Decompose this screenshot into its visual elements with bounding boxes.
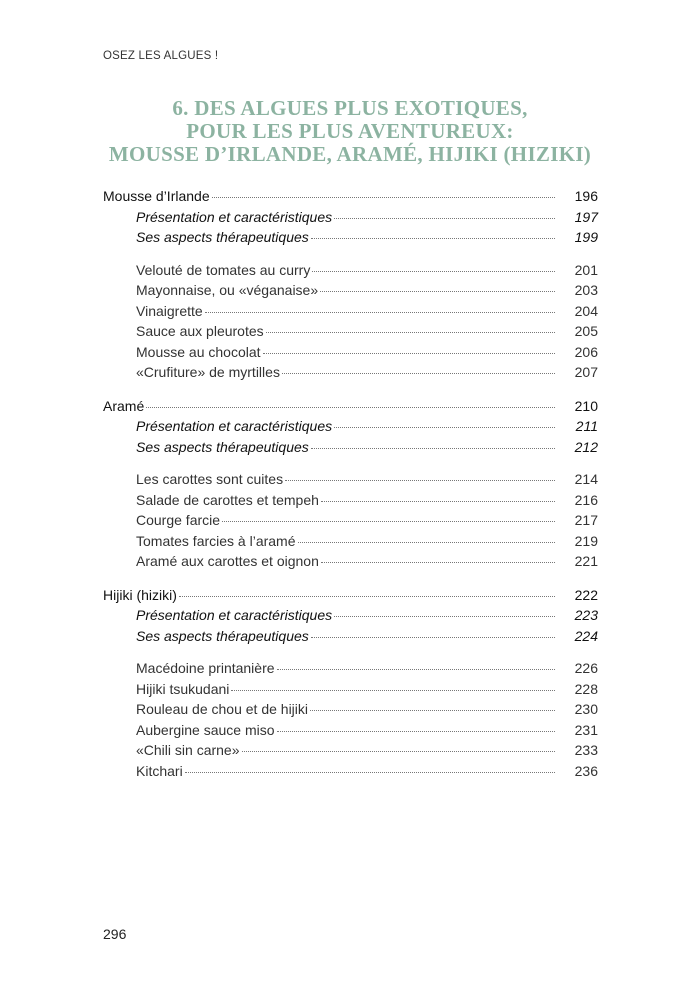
- toc-recipe[interactable]: [103, 262, 598, 283]
- toc-recipe[interactable]: [103, 323, 598, 344]
- toc-entry-label: Ses aspects thérapeutiques: [136, 627, 309, 644]
- dot-leader: [277, 669, 555, 670]
- toc-entry-page: 203: [574, 282, 598, 298]
- dot-leader: [277, 731, 555, 732]
- dot-leader: [298, 542, 555, 543]
- toc-recipe[interactable]: [103, 722, 598, 743]
- dot-leader: [334, 616, 555, 617]
- toc-entry-label: Aramé: [103, 397, 145, 414]
- toc-entry-label: Mousse d’Irlande: [103, 188, 210, 204]
- toc-entry-page: 221: [574, 553, 598, 569]
- spacer: [103, 250, 598, 262]
- toc-recipe[interactable]: [103, 282, 598, 303]
- toc-section-arame: [103, 398, 598, 574]
- toc-entry-page: 233: [574, 742, 598, 758]
- toc-entry-label: Salade de carottes et tempeh: [136, 491, 319, 508]
- dot-leader: [320, 291, 555, 292]
- toc-entry-page: 204: [574, 302, 598, 319]
- toc-entry-page: 226: [574, 660, 598, 676]
- toc-entry-page: 217: [574, 512, 598, 528]
- toc-entry-label: Sauce aux pleurotes: [136, 323, 264, 339]
- toc-entry-label: «Chili sin carne»: [136, 742, 240, 758]
- toc-entry-label: Présentation et caractéristiques: [136, 208, 333, 225]
- toc-subentry[interactable]: [103, 607, 598, 628]
- toc-heading[interactable]: [103, 398, 598, 419]
- toc-entry-page: 206: [574, 343, 598, 360]
- dot-leader: [205, 312, 555, 313]
- dot-leader: [282, 373, 555, 374]
- toc-entry-page: 205: [574, 323, 598, 339]
- running-head: OSEZ LES ALGUES !: [103, 50, 219, 62]
- dot-leader: [212, 197, 555, 198]
- spacer: [103, 459, 598, 471]
- dot-leader: [312, 271, 555, 272]
- toc-recipe[interactable]: [103, 364, 598, 385]
- toc-recipe[interactable]: [103, 681, 598, 702]
- toc-entry-page: 219: [574, 532, 598, 549]
- chapter-title-line-1: 6. DES ALGUES PLUS EXOTIQUES,: [172, 96, 528, 120]
- spacer: [103, 648, 598, 660]
- toc-entry-page: 211: [575, 418, 598, 434]
- dot-leader: [146, 407, 555, 408]
- dot-leader: [321, 562, 555, 563]
- toc-entry-page: 201: [574, 261, 598, 278]
- toc-recipe[interactable]: [103, 471, 598, 492]
- toc-entry-label: Kitchari: [136, 762, 183, 779]
- toc-entry-page: 222: [574, 586, 598, 603]
- chapter-title: [60, 97, 640, 166]
- toc-entry-label: Présentation et caractéristiques: [136, 607, 333, 623]
- toc-entry-label: Rouleau de chou et de hijiki: [136, 701, 309, 717]
- dot-leader: [266, 332, 555, 333]
- toc-recipe[interactable]: [103, 303, 598, 324]
- toc-entry-page: 199: [574, 229, 598, 245]
- toc-entry-page: 196: [574, 188, 598, 204]
- toc-recipe[interactable]: [103, 660, 598, 681]
- toc-entry-page: 223: [574, 607, 598, 623]
- dot-leader: [285, 480, 555, 481]
- dot-leader: [334, 427, 555, 428]
- toc-entry-page: 231: [574, 721, 598, 738]
- dot-leader: [222, 521, 555, 522]
- toc-entry-label: Vinaigrette: [136, 302, 203, 319]
- toc-entry-label: «Crufiture» de myrtilles: [136, 364, 280, 380]
- toc-entry-label: Velouté de tomates au curry: [136, 261, 311, 278]
- toc-entry-page: 224: [574, 627, 598, 644]
- toc-entry-label: Ses aspects thérapeutiques: [136, 229, 309, 245]
- toc-entry-label: Mayonnaise, ou «véganaise»: [136, 282, 319, 298]
- dot-leader: [321, 501, 555, 502]
- toc-entry-label: Aramé aux carottes et oignon: [136, 553, 319, 569]
- toc-entry-label: Présentation et caractéristiques: [136, 418, 333, 434]
- toc-recipe[interactable]: [103, 512, 598, 533]
- toc-recipe[interactable]: [103, 763, 598, 784]
- toc-subentry[interactable]: [103, 229, 598, 250]
- toc-entry-label: Aubergine sauce miso: [136, 721, 275, 738]
- dot-leader: [311, 637, 555, 638]
- toc-entry-page: 214: [574, 471, 598, 487]
- toc-entry-page: 230: [574, 701, 598, 717]
- toc-recipe[interactable]: [103, 553, 598, 574]
- toc-subentry[interactable]: [103, 209, 598, 230]
- toc-entry-label: Hijiki tsukudani: [136, 680, 230, 697]
- toc-entry-page: 228: [574, 680, 598, 697]
- table-of-contents: [103, 188, 598, 796]
- toc-recipe[interactable]: [103, 701, 598, 722]
- dot-leader: [231, 690, 555, 691]
- chapter-title-line-2: POUR LES PLUS AVENTUREUX:: [186, 119, 514, 143]
- toc-entry-page: 216: [574, 491, 598, 508]
- toc-recipe[interactable]: [103, 344, 598, 365]
- toc-entry-page: 236: [574, 762, 598, 779]
- toc-entry-page: 197: [574, 208, 598, 225]
- dot-leader: [311, 238, 555, 239]
- toc-subentry[interactable]: [103, 628, 598, 649]
- page-number: 296: [103, 926, 127, 942]
- toc-recipe[interactable]: [103, 533, 598, 554]
- toc-entry-page: 210: [574, 397, 598, 414]
- toc-subentry[interactable]: [103, 439, 598, 460]
- toc-subentry[interactable]: [103, 418, 598, 439]
- dot-leader: [334, 218, 555, 219]
- dot-leader: [242, 751, 556, 752]
- dot-leader: [179, 596, 555, 597]
- toc-recipe[interactable]: [103, 492, 598, 513]
- toc-section-mousse-irlande: [103, 188, 598, 385]
- toc-entry-label: Les carottes sont cuites: [136, 471, 284, 487]
- chapter-title-line-3: MOUSSE D’IRLANDE, ARAMÉ, HIJIKI (HIZIKI): [108, 142, 592, 166]
- toc-entry-label: Mousse au chocolat: [136, 343, 261, 360]
- toc-heading[interactable]: [103, 587, 598, 608]
- toc-section-hijiki: [103, 587, 598, 784]
- toc-entry-label: Tomates farcies à l’aramé: [136, 532, 296, 549]
- toc-entry-label: Courge farcie: [136, 512, 221, 528]
- toc-heading[interactable]: [103, 188, 598, 209]
- dot-leader: [311, 448, 555, 449]
- toc-entry-label: Hijiki (hiziki): [103, 586, 177, 603]
- toc-recipe[interactable]: [103, 742, 598, 763]
- toc-entry-label: Macédoine printanière: [136, 660, 275, 676]
- dot-leader: [185, 772, 555, 773]
- dot-leader: [263, 353, 555, 354]
- toc-entry-page: 207: [574, 364, 598, 380]
- toc-entry-label: Ses aspects thérapeutiques: [136, 438, 309, 455]
- dot-leader: [310, 710, 555, 711]
- toc-entry-page: 212: [574, 438, 598, 455]
